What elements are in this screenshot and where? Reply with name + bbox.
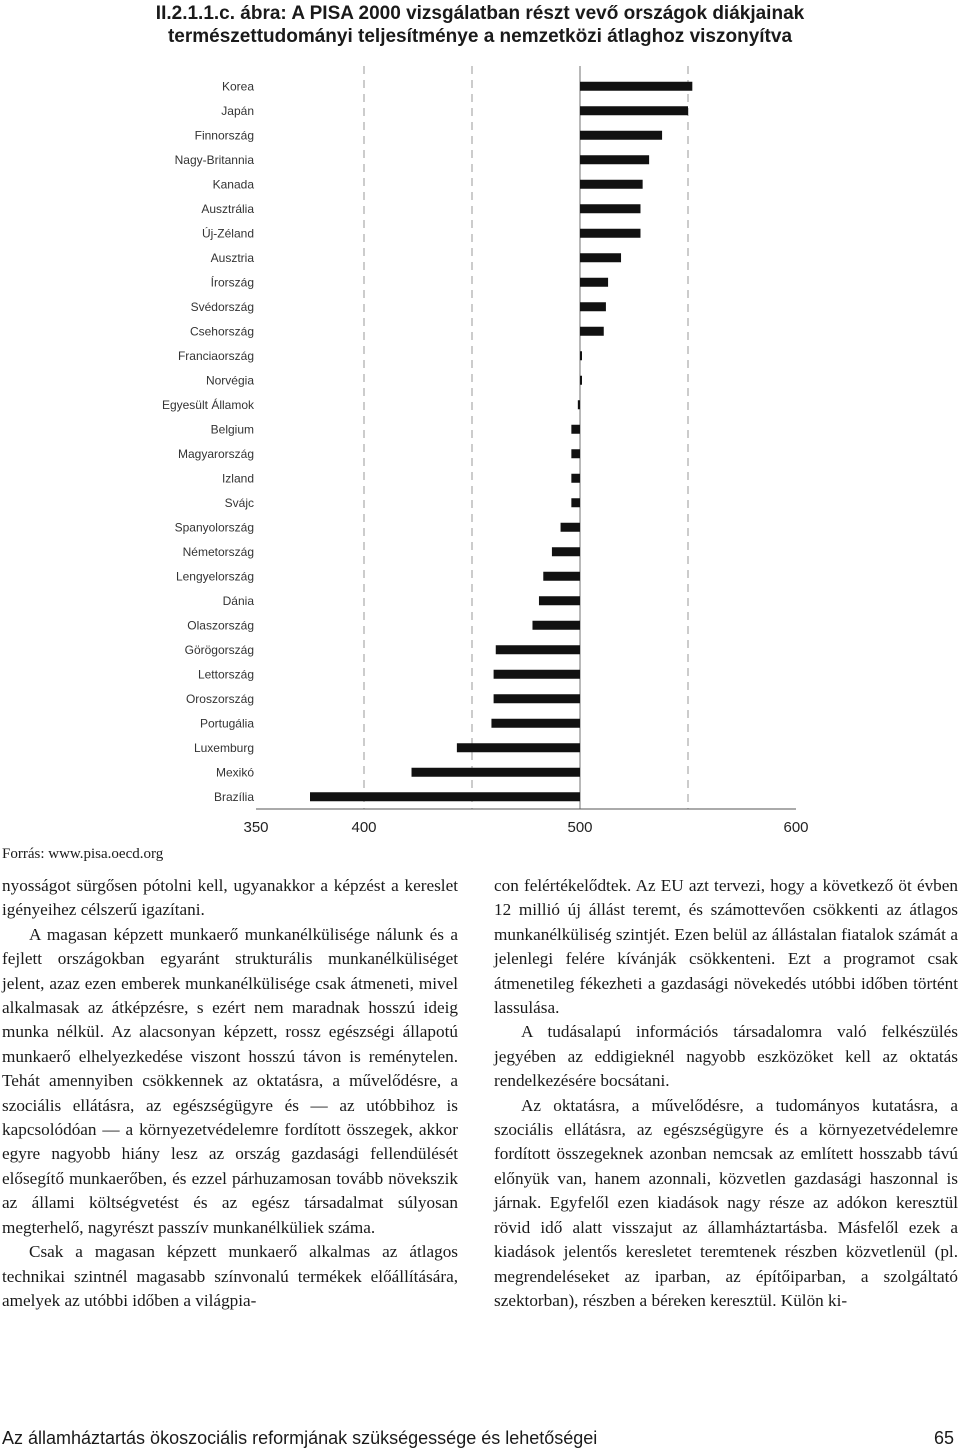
left-text-column xyxy=(2,874,458,1313)
bar-19 xyxy=(561,523,580,532)
bar-5 xyxy=(580,180,643,189)
paragraph: A magasan képzett munkaerő munkanélkülisége nálunk és a fejlett országokban egyaránt strukturális munkanélküliséget jelent, azaz ezen emberek munkanélkülisége csak átmeneti, mivel alkalmasak az átképzésre, s ezért nem maradnak hosszú ideig munka nélkül. Az alacsonyan képzett, rossz egészségi állapotú munkaerő elhelyezkedése viszont hosszú távon is reménytelen. Tehát amennyiben csökkennek az oktatásra, a művelődésre, a szociális ellátásra, az egészségügyre és — az utóbbihoz is kapcsolódóan — a környezetvédelemre fordított összegek, akkor egyre nagyobb hiány lesz az ország gazdasági fellendülését elősegítő munkaerőben, és ezzel párhuzamosan tovább növekszik az állami költségvetést és az egész társadalmat súlyosan megterhelő, nagyrészt passzív munkanélküliek száma. xyxy=(2,924,458,1237)
category-label: Lengyelország xyxy=(175,569,254,584)
category-label: Csehország xyxy=(189,324,254,339)
bar-7 xyxy=(580,229,640,238)
category-label: Brazília xyxy=(213,789,254,804)
bar-28 xyxy=(457,743,580,752)
bar-2 xyxy=(580,106,688,115)
paragraph: con felértékelődtek. Az EU azt tervezi, hogy a következő öt évben 12 millió új állást teremt, és számottevően csökkenti az átlagos munkanélküliség szintjét. Ezen belül az állástalan fiatalok számát a jelenlegi felére kívánják csökkenteni. Ezt a programot csak átmenetileg fékezheti a gazdasági növekedés utóbbi időben történt lassulása. xyxy=(494,876,958,1018)
bar-14 xyxy=(578,400,580,409)
category-label: Norvégia xyxy=(205,373,254,388)
category-label: Ausztria xyxy=(210,250,254,265)
category-label: Lettország xyxy=(197,667,254,682)
x-tick-label: 400 xyxy=(351,819,377,836)
paragraph: A tudásalapú információs társadalomra való felkészülés jegyében az eddigieknél nagyobb eszközöket kell az oktatás rendelkezésére bocsátani. xyxy=(494,1022,958,1091)
category-label: Izland xyxy=(221,471,254,486)
category-label: Svájc xyxy=(224,495,254,510)
running-title: Az államháztartás ökoszociális reformjának szükségessége és lehetőségei xyxy=(2,1428,598,1448)
category-label: Új-Zéland xyxy=(201,226,254,241)
bar-15 xyxy=(571,425,580,434)
category-label: Franciaország xyxy=(177,348,254,363)
category-label: Mexikó xyxy=(215,765,254,780)
chart xyxy=(130,62,830,842)
category-label: Svédország xyxy=(190,299,254,314)
category-label: Görögország xyxy=(184,642,254,657)
category-label: Korea xyxy=(221,79,254,94)
x-tick-label: 600 xyxy=(783,819,809,836)
category-label: Luxemburg xyxy=(193,740,254,755)
bar-10 xyxy=(580,302,606,311)
category-label: Németország xyxy=(182,544,254,559)
bar-6 xyxy=(580,204,640,213)
page-number: 65 xyxy=(933,1428,954,1448)
category-label: Írország xyxy=(210,275,254,290)
category-label: Magyarország xyxy=(177,446,254,461)
category-label: Nagy-Britannia xyxy=(174,152,254,167)
bar-21 xyxy=(543,572,580,581)
bar-18 xyxy=(571,498,580,507)
category-label: Portugália xyxy=(199,716,254,731)
category-label: Ausztrália xyxy=(201,201,254,216)
figure-title xyxy=(0,2,960,48)
bar-25 xyxy=(494,670,580,679)
category-label: Olaszország xyxy=(187,618,254,633)
page-footer xyxy=(2,1428,958,1454)
category-label: Japán xyxy=(221,103,254,118)
right-text-column xyxy=(494,874,958,1313)
bar-29 xyxy=(412,768,580,777)
bar-16 xyxy=(571,449,580,458)
paragraph: Az oktatásra, a művelődésre, a tudományos kutatásra, a szociális ellátásra, az egészségügyre és a környezetvédelemre fordított összegeknek azonban nemcsak az említett hosszabb távú előnyük van, hanem azonnali, közvetlen gazdasági haszonnal is járnak. Egyfelől ezen kiadások nagy része az adókon keresztül rövid idő alatt visszajut az államháztartásba. Másfelől ezek a kiadások jelentős keresletet teremtenek részben közvetlenül (pl. megrendeléseket az iparban, az építőiparban, a szolgáltató szektorban), részben a béreken keresztül. Külön ki- xyxy=(494,1095,958,1310)
category-label: Egyesült Államok xyxy=(161,397,254,412)
bar-1 xyxy=(580,82,692,91)
bar-4 xyxy=(580,155,649,164)
bar-11 xyxy=(580,327,604,336)
bar-9 xyxy=(580,278,608,287)
paragraph: Csak a magasan képzett munkaerő alkalmas az átlagos technikai szintnél magasabb színvonalú termékek előállítására, amelyek az utóbbi időben a világpia- xyxy=(2,1242,458,1310)
bar-chart-svg xyxy=(130,62,830,842)
category-label: Kanada xyxy=(212,177,254,192)
bar-22 xyxy=(539,596,580,605)
x-tick-label: 500 xyxy=(567,819,593,836)
category-label: Belgium xyxy=(210,422,254,437)
category-label: Oroszország xyxy=(185,691,254,706)
bar-17 xyxy=(571,474,580,483)
x-tick-label: 350 xyxy=(243,819,269,836)
bar-23 xyxy=(532,621,580,630)
bar-27 xyxy=(491,719,580,728)
bar-13 xyxy=(580,376,582,385)
bar-26 xyxy=(494,694,580,703)
source-note: Forrás: www.pisa.oecd.org xyxy=(2,846,164,862)
bar-12 xyxy=(580,351,582,360)
figure-title-line-1: II.2.1.1.c. ábra: A PISA 2000 vizsgálatban részt vevő országok diákjainak xyxy=(155,3,805,24)
bar-8 xyxy=(580,253,621,262)
figure-title-line-2: természettudományi teljesítménye a nemzetközi átlaghoz viszonyítva xyxy=(167,26,793,47)
bar-20 xyxy=(552,547,580,556)
bar-3 xyxy=(580,131,662,140)
category-label: Spanyolország xyxy=(174,520,254,535)
category-label: Finnország xyxy=(194,128,254,143)
bar-30 xyxy=(310,792,580,801)
paragraph: nyosságot sürgősen pótolni kell, ugyanakkor a képzést a kereslet igényeihez célszerű igazítani. xyxy=(2,876,458,920)
category-label: Dánia xyxy=(222,593,254,608)
bar-24 xyxy=(496,645,580,654)
